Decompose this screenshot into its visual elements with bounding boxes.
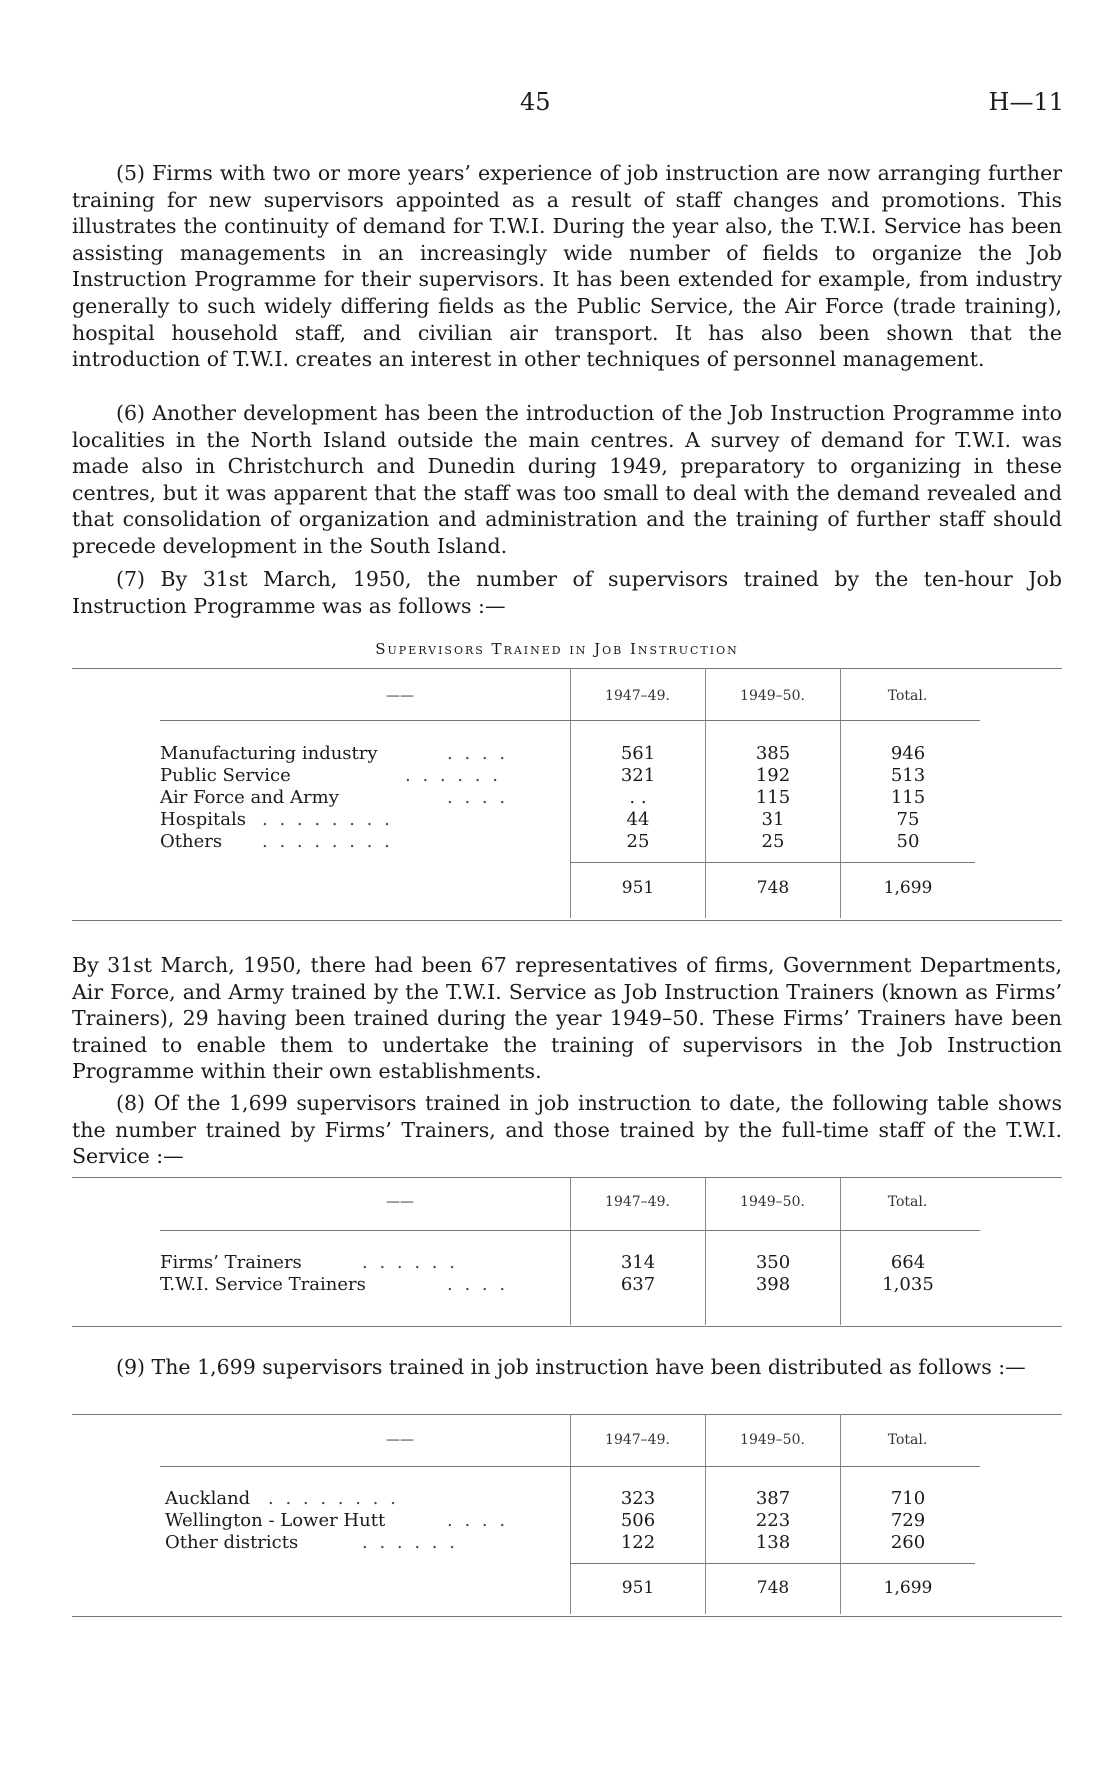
leader-dots: . . . .: [447, 787, 509, 808]
cell-1947-49: 122: [620, 1532, 656, 1553]
cell-1949-50: 25: [761, 831, 785, 852]
page-number: 45: [520, 88, 551, 116]
table-2-header-1949-50: 1949–50.: [740, 1194, 805, 1210]
cell-1947-49: . .: [629, 787, 647, 808]
leader-dots: . . . . . .: [362, 1532, 458, 1553]
paragraph-5: [72, 160, 1062, 373]
table-1-col-divider: [570, 668, 571, 918]
table-1-header-total: Total.: [887, 688, 928, 704]
table-1-total-rule: [570, 862, 975, 863]
paragraph-9-text: (9) The 1,699 supervisors trained in job instruction have been distributed as follows :—: [116, 1355, 1026, 1379]
total-1947-49: 951: [621, 1578, 655, 1598]
cell-1949-50: 223: [755, 1510, 791, 1531]
row-label: Public Service: [160, 765, 291, 786]
cell-total: 75: [896, 809, 920, 830]
cell-total: 115: [890, 787, 926, 808]
row-label: Auckland: [165, 1488, 251, 1509]
row-label: Hospitals: [160, 809, 247, 830]
leader-dots: . . . . . . . .: [268, 1488, 399, 1509]
table-2-bottom-rule: [72, 1326, 1062, 1327]
table-2-header-stub: ——: [386, 1194, 414, 1210]
table-3-header-1947-49: 1947–49.: [605, 1432, 670, 1448]
leader-dots: . . . .: [447, 1510, 509, 1531]
total-grand: 1,699: [883, 1578, 933, 1598]
leader-dots: . . . . . .: [405, 765, 501, 786]
row-label: Other districts: [165, 1532, 299, 1553]
cell-1947-49: 323: [620, 1488, 656, 1509]
table-1-col-divider: [705, 668, 706, 918]
paragraph-6-text: (6) Another development has been the introduction of the Job Instruction Programme into localities in the North Island outside the main centres. A survey of demand for T.W.I. was made also in Christchurch and Dunedin during 1949, preparatory to organizing in these centres, but it was apparent that the staff was too small to deal with the demand revealed and that consolidation of organization and administration and the training of further staff should precede development in the South Island.: [72, 401, 1062, 558]
table-1-header-1947-49: 1947–49.: [605, 688, 670, 704]
cell-total: 664: [890, 1252, 926, 1273]
paragraph-9: [72, 1354, 1062, 1381]
paragraph-5-text: (5) Firms with two or more years’ experience of job instruction are now arranging further training for new supervisors appointed as a result of staff changes and promotions. This illustrates the continuity of demand for T.W.I. During the year also, the T.W.I. Service has been assisting managements in an increasingly wide number of fields to organize the Job Instruction Programme for their supervisors. It has been extended for example, from industry generally to such widely differing fields as the Public Service, the Air Force (trade training), hospital household staff, and civilian air transport. It has also been shown that the introduction of T.W.I. creates an interest in other techniques of personnel management.: [72, 161, 1062, 372]
cell-total: 50: [896, 831, 920, 852]
paragraph-6: [72, 400, 1062, 560]
paragraph-7-text: (7) By 31st March, 1950, the number of supervisors trained by the ten-hour Job Instruction Programme was as follows :—: [72, 567, 1062, 618]
total-1949-50: 748: [756, 878, 790, 898]
cell-1949-50: 387: [755, 1488, 791, 1509]
paragraph-7: [72, 566, 1062, 619]
table-3-total-rule: [570, 1563, 975, 1564]
cell-1949-50: 398: [755, 1274, 791, 1295]
cell-1947-49: 44: [626, 809, 650, 830]
total-grand: 1,699: [883, 878, 933, 898]
page-header: [0, 88, 1114, 122]
table-3-header-total: Total.: [887, 1432, 928, 1448]
table-1-header-stub: ——: [386, 688, 414, 704]
table-1-header-rule: [160, 720, 980, 721]
total-1949-50: 748: [756, 1578, 790, 1598]
paragraph-trainers-text: By 31st March, 1950, there had been 67 representatives of firms, Government Departments, Air Force, and Army trained by the T.W.I. Service as Job Instruction Trainers (known as Firms’ Trainers), 29 having been trained during the year 1949–50. These Firms’ Trainers have been trained to enable them to undertake the training of supervisors in the Job Instruction Programme within their own establishments.: [72, 953, 1062, 1084]
table-3-header-rule: [160, 1466, 980, 1467]
cell-1947-49: 561: [620, 743, 656, 764]
table-1-top-rule: [72, 668, 1062, 669]
paragraph-8-text: (8) Of the 1,699 supervisors trained in job instruction to date, the following table shows the number trained by Firms’ Trainers, and those trained by the full-time staff of the T.W.I. Service :—: [72, 1091, 1062, 1169]
table-3-bottom-rule: [72, 1616, 1062, 1617]
row-label: Air Force and Army: [160, 787, 339, 808]
table-1-header-1949-50: 1949–50.: [740, 688, 805, 704]
cell-total: 729: [890, 1510, 926, 1531]
cell-1947-49: 506: [620, 1510, 656, 1531]
cell-1949-50: 192: [755, 765, 791, 786]
cell-total: 1,035: [882, 1274, 934, 1295]
leader-dots: . . . . . . . .: [262, 809, 393, 830]
row-label: T.W.I. Service Trainers: [160, 1274, 366, 1295]
table-3-top-rule: [72, 1414, 1062, 1415]
total-1947-49: 951: [621, 878, 655, 898]
cell-total: 946: [890, 743, 926, 764]
row-label: Manufacturing industry: [160, 743, 378, 764]
leader-dots: . . . .: [447, 743, 509, 764]
cell-1947-49: 637: [620, 1274, 656, 1295]
paragraph-8: [72, 1090, 1062, 1170]
cell-1947-49: 25: [626, 831, 650, 852]
table-3-header-stub: ——: [386, 1432, 414, 1448]
cell-1947-49: 321: [620, 765, 656, 786]
table-1-caption: Supervisors Trained in Job Instruction: [375, 640, 739, 658]
table-2-header-rule: [160, 1230, 980, 1231]
table-3-header-1949-50: 1949–50.: [740, 1432, 805, 1448]
cell-1949-50: 31: [761, 809, 785, 830]
cell-1949-50: 138: [755, 1532, 791, 1553]
cell-1949-50: 350: [755, 1252, 791, 1273]
table-2-top-rule: [72, 1177, 1062, 1178]
row-label: Firms’ Trainers: [160, 1252, 302, 1273]
cell-1947-49: 314: [620, 1252, 656, 1273]
row-label: Others: [160, 831, 223, 852]
leader-dots: . . . .: [447, 1274, 509, 1295]
table-2-header-total: Total.: [887, 1194, 928, 1210]
table-2-header-1947-49: 1947–49.: [605, 1194, 670, 1210]
leader-dots: . . . . . .: [362, 1252, 458, 1273]
cell-total: 513: [890, 765, 926, 786]
table-1-bottom-rule: [72, 920, 1062, 921]
cell-total: 260: [890, 1532, 926, 1553]
leader-dots: . . . . . . . .: [262, 831, 393, 852]
document-reference: H—11: [988, 88, 1064, 116]
cell-total: 710: [890, 1488, 926, 1509]
cell-1949-50: 115: [755, 787, 791, 808]
paragraph-trainers: [72, 952, 1062, 1085]
cell-1949-50: 385: [755, 743, 791, 764]
table-1-col-divider: [840, 668, 841, 918]
row-label: Wellington - Lower Hutt: [165, 1510, 386, 1531]
